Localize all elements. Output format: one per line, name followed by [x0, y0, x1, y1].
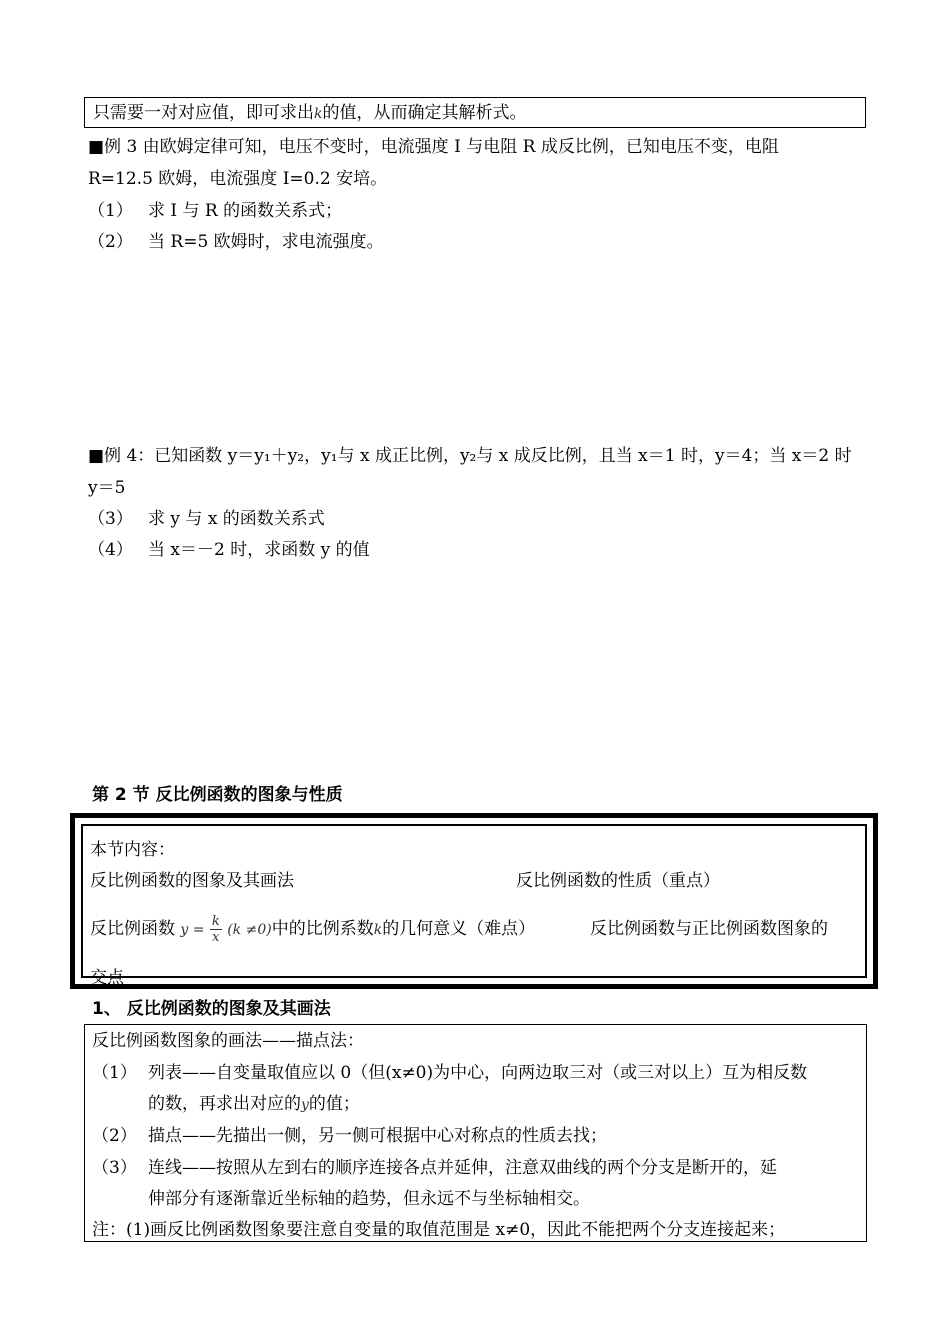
question-1-number: （1） — [88, 201, 133, 221]
section-2-title: 第 2 节 反比例函数的图象与性质 — [92, 785, 343, 805]
method-note: 注：(1)画反比例函数图象要注意自变量的取值范围是 x≠0，因此不能把两个分支连接起来； — [92, 1220, 786, 1240]
example-4-line-2: y＝5 — [88, 478, 126, 498]
summary-box — [84, 97, 866, 128]
formula-condition: (k ≠0) — [227, 922, 272, 938]
summary-text: 只需要一对对应值，即可求出k的值，从而确定其解析式。 — [93, 103, 527, 123]
step-2-text: 描点——先描出一侧，另一侧可根据中心对称点的性质去找； — [148, 1126, 607, 1146]
question-2-number: （2） — [88, 232, 133, 252]
content-item-properties: 反比例函数的性质（重点） — [516, 871, 720, 891]
formula-y: y = — [180, 922, 205, 938]
method-box — [84, 1024, 867, 1242]
step-3-number: （3） — [92, 1158, 137, 1178]
content-item-graph: 反比例函数的图象及其画法 — [90, 871, 294, 891]
method-title: 反比例函数图象的画法——描点法： — [92, 1031, 364, 1051]
step-1-text: 列表——自变量取值应以 0（但(x≠0)为中心，向两边取三对（或三对以上）互为相反数 — [148, 1063, 808, 1083]
example-3-line-2: R=12.5 欧姆，电流强度 I=0.2 安培。 — [88, 169, 388, 189]
example-4-line-1: ■例 4：已知函数 y＝y₁＋y₂，y₁与 x 成正比例，y₂与 x 成反比例，且当 x＝1 时，y＝4；当 x＝2 时 — [88, 446, 852, 466]
question-4-text: 当 x＝－2 时，求函数 y 的值 — [148, 540, 370, 560]
step-3-continuation: 伸部分有逐渐靠近坐标轴的趋势，但永远不与坐标轴相交。 — [148, 1189, 590, 1209]
content-label: 本节内容： — [90, 840, 175, 860]
content-item-intersection: 反比例函数与正比例函数图象的 — [590, 919, 828, 939]
step-1-number: （1） — [92, 1063, 137, 1083]
k-symbol: k — [314, 106, 323, 122]
section-content-box — [70, 813, 878, 989]
question-3-text: 求 y 与 x 的函数关系式 — [148, 509, 325, 529]
content-item-coefficient: 反比例函数 y = $\frac{k}{x}$ (k ≠0)中的比例系数k的几何意义（难点） — [90, 914, 536, 945]
step-1-continuation: 的数，再求出对应的y的值； — [148, 1094, 360, 1114]
question-2-text: 当 R=5 欧姆时，求电流强度。 — [148, 232, 384, 252]
question-3-number: （3） — [88, 509, 133, 529]
step-2-number: （2） — [92, 1126, 137, 1146]
subsection-1-title: 1、 反比例函数的图象及其画法 — [92, 999, 331, 1019]
formula-fraction: $\frac{k}{x}$ — [211, 914, 220, 945]
step-3-text: 连线——按照从左到右的顺序连接各点并延伸，注意双曲线的两个分支是断开的，延 — [148, 1158, 777, 1178]
content-item-intersection-cont: 交点 — [90, 968, 124, 988]
example-3-line-1: ■例 3 由欧姆定律可知，电压不变时，电流强度 I 与电阻 R 成反比例，已知电压不变，电阻 — [88, 137, 779, 157]
question-1-text: 求 I 与 R 的函数关系式； — [148, 201, 343, 221]
question-4-number: （4） — [88, 540, 133, 560]
